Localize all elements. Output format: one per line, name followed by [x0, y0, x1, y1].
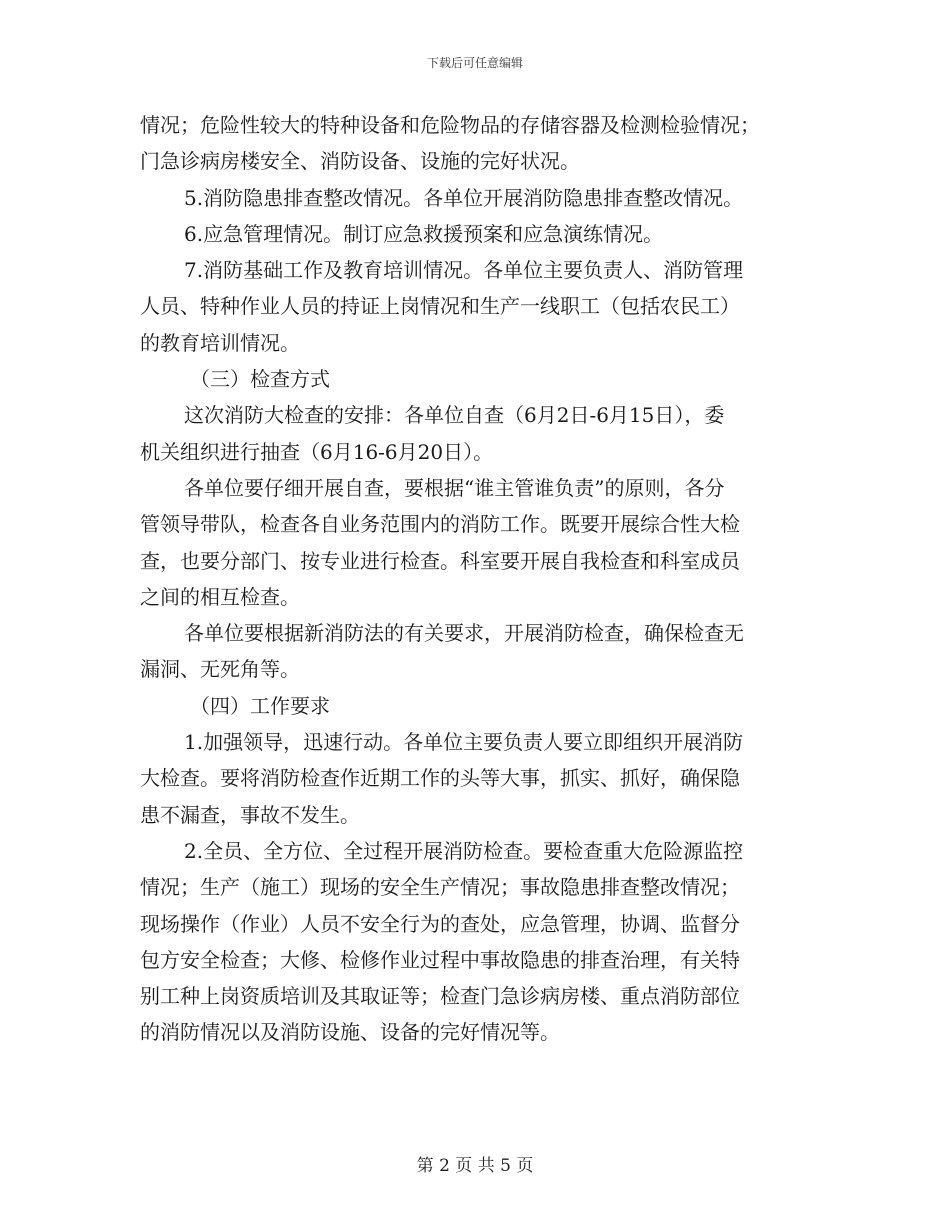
text-line: 查，也要分部门、按专业进行检查。科室要开展自我检查和科室成员 [140, 548, 740, 573]
text-line: 情况；危险性较大的特种设备和危险物品的存储容器及检测检验情况； [140, 113, 760, 137]
text-line: 漏洞、无死角等。 [140, 657, 300, 682]
text-line: 1.加强领导，迅速行动。各单位主要负责人要立即组织开展消防 [184, 730, 744, 755]
header-note: 下载后可任意编辑 [426, 56, 523, 70]
text-line: （三）检查方式 [190, 367, 330, 392]
text-line: 之间的相互检查。 [140, 584, 300, 609]
document-body [140, 107, 808, 1051]
text-line: 人员、特种作业人员的持证上岗情况和生产一线职工（包括农民工） [140, 294, 740, 319]
text-line: （四）工作要求 [190, 693, 330, 718]
text-line: 别工种上岗资质培训及其取证等；检查门急诊病房楼、重点消防部位 [140, 984, 740, 1009]
text-line: 的教育培训情况。 [140, 330, 300, 355]
text-line: 包方安全检查；大修、检修作业过程中事故隐患的排查治理，有关特 [140, 947, 740, 972]
text-line: 现场操作（作业）人员不安全行为的查处，应急管理，协调、监督分 [140, 911, 740, 936]
text-line: 患不漏查，事故不发生。 [140, 802, 360, 827]
text-line: 各单位要仔细开展自查，要根据“谁主管谁负责”的原则，各分 [184, 475, 725, 500]
text-line: 6.应急管理情况。制订应急救援预案和应急演练情况。 [184, 221, 664, 246]
text-line: 这次消防大检查的安排：各单位自查（6月2日-6月15日），委 [184, 403, 725, 428]
text-line: 管领导带队，检查各自业务范围内的消防工作。既要开展综合性大检 [140, 512, 740, 537]
text-line: 2.全员、全方位、全过程开展消防检查。要检查重大危险源监控 [184, 838, 744, 863]
text-line: 的消防情况以及消防设施、设备的完好情况等。 [140, 1020, 560, 1045]
text-line: 机关组织进行抽查（6月16-6月20日）。 [140, 439, 494, 464]
text-line: 大检查。要将消防检查作近期工作的头等大事，抓实、抓好，确保隐 [140, 766, 740, 791]
text-line: 情况；生产（施工）现场的安全生产情况；事故隐患排查整改情况； [140, 875, 740, 900]
text-line: 7.消防基础工作及教育培训情况。各单位主要负责人、消防管理 [184, 258, 744, 283]
text-line: 各单位要根据新消防法的有关要求，开展消防检查，确保检查无 [184, 621, 744, 646]
text-line: 5.消防隐患排查整改情况。各单位开展消防隐患排查整改情况。 [184, 185, 744, 210]
text-line: 门急诊病房楼安全、消防设备、设施的完好状况。 [140, 149, 580, 174]
page-number: 第 2 页 共 5 页 [416, 1156, 534, 1176]
